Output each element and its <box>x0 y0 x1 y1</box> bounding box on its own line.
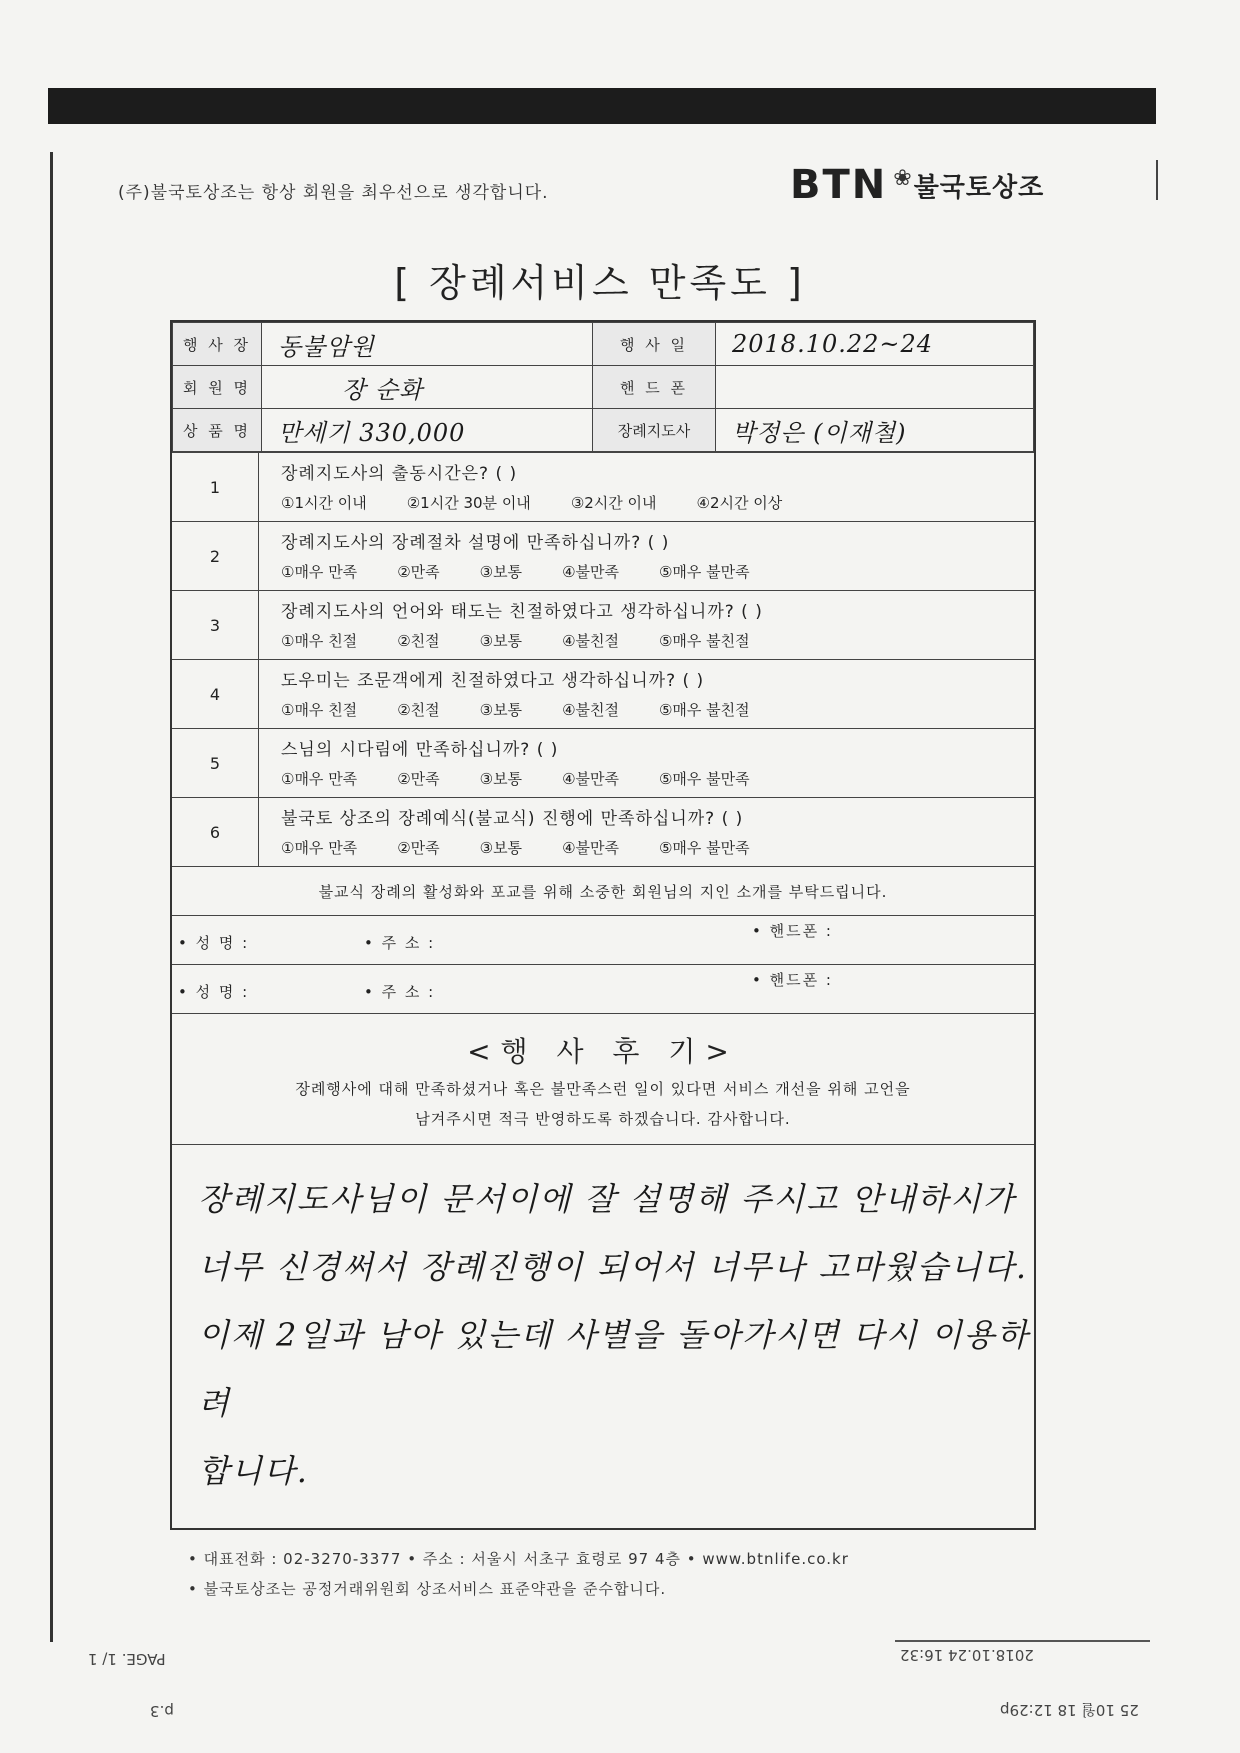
question-text: 스님의 시다림에 만족하십니까? ( ) <box>281 740 559 760</box>
answer-options <box>281 492 1034 513</box>
question-row <box>172 452 1034 521</box>
review-desc-line1: 장례행사에 대해 만족하셨거나 혹은 불만족스런 일이 있다면 서비스 개선을 위해 고언을 <box>295 1080 911 1098</box>
product-value: 만세기 330,000 <box>262 409 593 452</box>
answer-option[interactable]: ⑤매우 불만족 <box>658 563 750 581</box>
fax-page-number: p.3 <box>150 1702 174 1720</box>
review-title: <행 사 후 기> <box>172 1013 1034 1074</box>
date-label: 행 사 일 <box>593 323 716 366</box>
referral-address-label: • 주 소 : <box>364 934 436 952</box>
answer-option[interactable]: ③보통 <box>479 701 523 719</box>
answer-option[interactable]: ④2시간 이상 <box>696 494 783 512</box>
answer-options <box>281 837 1034 858</box>
btn-logo <box>790 162 1044 208</box>
answer-option[interactable]: ④불만족 <box>562 839 619 857</box>
answer-options <box>281 768 1034 789</box>
answer-option[interactable]: ⑤매우 불친절 <box>658 632 750 650</box>
footer-compliance: • 불국토상조는 공정거래위원회 상조서비스 표준약관을 준수합니다. <box>188 1580 667 1598</box>
question-number: 1 <box>172 453 259 521</box>
question-text: 불국토 상조의 장례예식(불교식) 진행에 만족하십니까? ( ) <box>281 809 744 829</box>
question-body <box>259 522 1034 590</box>
left-border <box>50 152 53 1642</box>
slogan: (주)불국토상조는 항상 회원을 최우선으로 생각합니다. <box>118 183 549 203</box>
question-body <box>259 729 1034 797</box>
answer-option[interactable]: ②만족 <box>397 770 440 788</box>
question-number: 5 <box>172 729 259 797</box>
review-description <box>172 1074 1034 1145</box>
survey-form <box>170 320 1036 1530</box>
answer-option[interactable]: ①1시간 이내 <box>281 494 367 512</box>
member-label: 회 원 명 <box>173 366 262 409</box>
question-row <box>172 728 1034 797</box>
answer-option[interactable]: ④불만족 <box>562 770 619 788</box>
venue-value: 동불암원 <box>262 323 593 366</box>
question-number: 3 <box>172 591 259 659</box>
question-row <box>172 797 1034 866</box>
top-fax-bar <box>48 88 1156 124</box>
question-row <box>172 521 1034 590</box>
answer-option[interactable]: ⑤매우 불친절 <box>658 701 750 719</box>
question-number: 4 <box>172 660 259 728</box>
question-body <box>259 798 1034 866</box>
member-value: 장 순화 <box>262 366 593 409</box>
question-text: 장례지도사의 언어와 태도는 친절하였다고 생각하십니까? ( ) <box>281 602 763 622</box>
answer-option[interactable]: ④불만족 <box>562 563 619 581</box>
question-text: 장례지도사의 출동시간은? ( ) <box>281 464 518 484</box>
answer-option[interactable]: ③2시간 이내 <box>570 494 657 512</box>
question-text: 장례지도사의 장례절차 설명에 만족하십니까? ( ) <box>281 533 670 553</box>
referral-phone-label: • 핸드폰 : <box>752 971 833 989</box>
fax-page: PAGE. 1/ 1 <box>88 1650 166 1668</box>
handwriting-line: 장례지도사님이 문서이에 잘 설명해 주시고 안내하시가 <box>198 1180 1016 1218</box>
referral-name-label: • 성 명 : <box>178 983 250 1001</box>
logo-btn-text: BTN <box>790 162 888 208</box>
fax-rule <box>895 1640 1150 1642</box>
answer-option[interactable]: ③보통 <box>479 563 523 581</box>
referral-name-label: • 성 명 : <box>178 934 250 952</box>
handwriting-line: 너무 신경써서 장례진행이 되어서 너무나 고마웠습니다. <box>198 1248 1029 1286</box>
lotus-icon: ❀ <box>893 165 912 191</box>
answer-options <box>281 699 1034 720</box>
answer-option[interactable]: ③보통 <box>479 632 523 650</box>
review-desc-line2: 남겨주시면 적극 반영하도록 하겠습니다. 감사합니다. <box>415 1110 791 1128</box>
referral-address-label: • 주 소 : <box>364 983 436 1001</box>
date-value: 2018.10.22~24 <box>716 323 1034 366</box>
question-row <box>172 590 1034 659</box>
answer-option[interactable]: ①매우 친절 <box>281 632 358 650</box>
question-body <box>259 453 1034 521</box>
phone-value <box>716 366 1034 409</box>
director-label: 장례지도사 <box>593 409 716 452</box>
referral-notice: 불교식 장례의 활성화와 포교를 위해 소중한 회원님의 지인 소개를 부탁드립니다. <box>172 866 1034 915</box>
question-text: 도우미는 조문객에게 친절하였다고 생각하십니까? ( ) <box>281 671 705 691</box>
answer-option[interactable]: ②1시간 30분 이내 <box>406 494 531 512</box>
answer-option[interactable]: ②만족 <box>397 839 440 857</box>
answer-option[interactable]: ③보통 <box>479 770 523 788</box>
answer-option[interactable]: ③보통 <box>479 839 523 857</box>
review-handwriting <box>172 1145 1034 1505</box>
referral-row-2 <box>172 964 1034 1013</box>
director-value: 박정은 (이재철) <box>716 409 1034 452</box>
info-table <box>172 322 1034 452</box>
referral-row-1 <box>172 915 1034 964</box>
right-border <box>1156 160 1158 200</box>
answer-option[interactable]: ①매우 만족 <box>281 770 358 788</box>
answer-option[interactable]: ②만족 <box>397 563 440 581</box>
fax-received: 25 10월 18 12:29p <box>1000 1701 1139 1719</box>
referral-phone-label: • 핸드폰 : <box>752 922 833 940</box>
fax-datetime: 2018.10.24 16:32 <box>900 1646 1034 1664</box>
question-number: 2 <box>172 522 259 590</box>
answer-option[interactable]: ⑤매우 불만족 <box>658 839 750 857</box>
handwriting-line: 이제 2일과 남아 있는데 사별을 돌아가시면 다시 이용하려 <box>198 1316 1030 1422</box>
question-number: 6 <box>172 798 259 866</box>
question-body <box>259 660 1034 728</box>
question-list <box>172 452 1034 866</box>
answer-option[interactable]: ②친절 <box>397 632 440 650</box>
product-label: 상 품 명 <box>173 409 262 452</box>
phone-label: 핸 드 폰 <box>593 366 716 409</box>
venue-label: 행 사 장 <box>173 323 262 366</box>
answer-option[interactable]: ①매우 친절 <box>281 701 358 719</box>
question-body <box>259 591 1034 659</box>
answer-option[interactable]: ①매우 만족 <box>281 839 358 857</box>
page-title: [ 장례서비스 만족도 ] <box>394 261 806 305</box>
answer-option[interactable]: ④불친절 <box>562 701 619 719</box>
answer-option[interactable]: ②친절 <box>397 701 440 719</box>
answer-option[interactable]: ①매우 만족 <box>281 563 358 581</box>
answer-options <box>281 630 1034 651</box>
footer-contact: • 대표전화 : 02-3270-3377 • 주소 : 서울시 서초구 효령로 97 4층 • www.btnlife.co.kr <box>188 1550 849 1568</box>
answer-option[interactable]: ⑤매우 불만족 <box>658 770 750 788</box>
answer-options <box>281 561 1034 582</box>
question-row <box>172 659 1034 728</box>
handwriting-line: 합니다. <box>198 1452 309 1490</box>
answer-option[interactable]: ④불친절 <box>562 632 619 650</box>
logo-company-name: 불국토상조 <box>913 172 1045 203</box>
